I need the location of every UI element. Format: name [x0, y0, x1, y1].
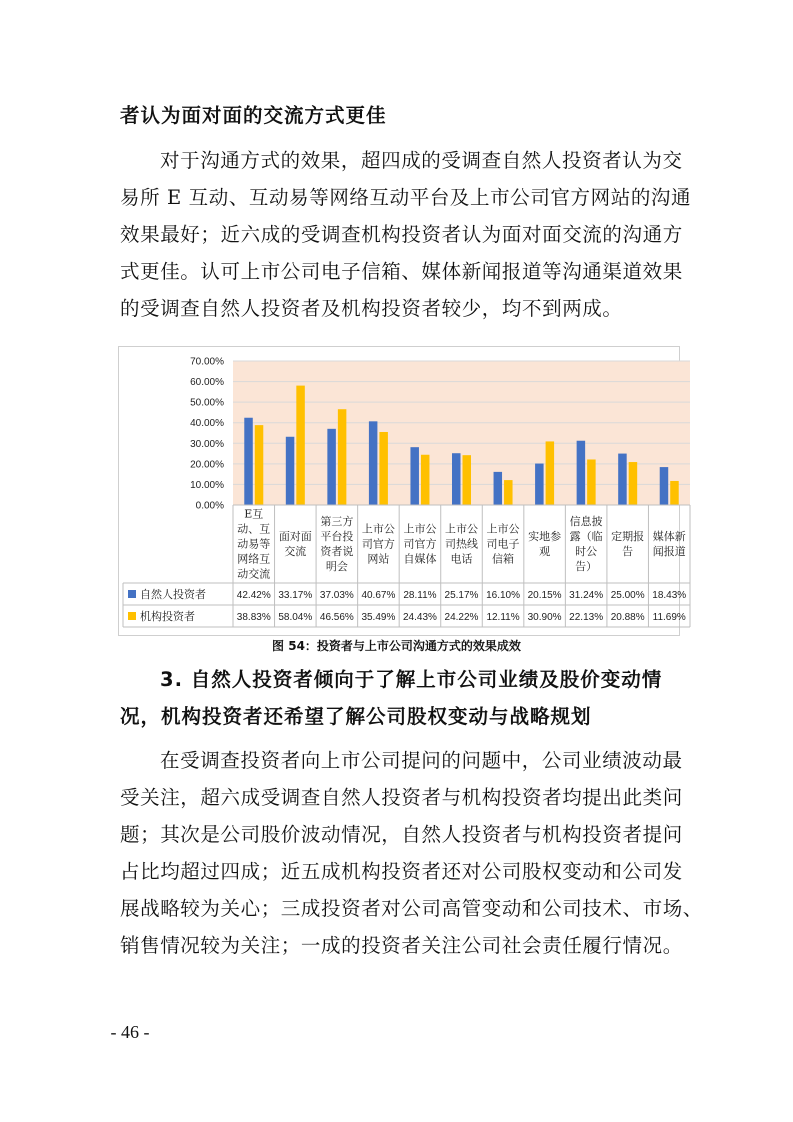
- bar: [577, 441, 586, 505]
- data-label: 22.13%: [569, 612, 604, 623]
- data-label: 24.22%: [444, 612, 479, 623]
- bar: [327, 429, 336, 505]
- category-label: 电话: [450, 552, 473, 566]
- bar: [535, 464, 544, 505]
- bar: [244, 418, 253, 505]
- paragraph-line: 式更佳。认可上市公司电子信箱、媒体新闻报道等沟通渠道效果: [120, 260, 683, 283]
- category-label: 时公: [575, 545, 598, 558]
- category-label: 观: [539, 545, 551, 558]
- bar: [618, 454, 627, 505]
- page-number: - 46 -: [110, 1022, 150, 1042]
- category-label: 明会: [325, 560, 348, 573]
- category-label: 上市公: [361, 522, 395, 536]
- bar: [379, 432, 388, 505]
- y-tick-label: 40.00%: [190, 418, 224, 430]
- data-label: 25.00%: [610, 590, 645, 601]
- category-label: 露（临: [569, 530, 603, 543]
- paragraph-line: 的受调查自然人投资者及机构投资者较少，均不到两成。: [120, 297, 623, 320]
- paragraph-line: 易所 E 互动、互动易等网络互动平台及上市公司官方网站的沟通: [120, 186, 692, 209]
- bar: [452, 453, 461, 505]
- category-label: 自媒体: [403, 552, 437, 566]
- category-label: 交流: [284, 545, 307, 558]
- category-label: 面对面: [278, 530, 312, 543]
- paragraph-communication-effect: [120, 149, 692, 334]
- data-label: 12.11%: [486, 612, 520, 623]
- bar: [587, 459, 596, 505]
- y-tick-label: 70.00%: [190, 356, 224, 368]
- category-label: 动交流: [237, 567, 271, 581]
- paragraph-line: 对于沟通方式的效果，超四成的受调查自然人投资者认为交: [160, 149, 683, 172]
- series-name: 自然人投资者: [140, 588, 206, 601]
- category-label: 媒体新: [652, 530, 686, 543]
- data-label: 31.24%: [569, 590, 604, 601]
- category-label: 闻报道: [652, 545, 686, 558]
- category-label: 实地参: [528, 530, 562, 543]
- category-label: 动、互: [237, 522, 271, 536]
- bar-chart: [119, 347, 687, 635]
- data-label: 16.10%: [486, 590, 521, 601]
- bar: [494, 472, 503, 505]
- bar: [629, 462, 638, 505]
- category-label: 资者说: [320, 545, 354, 558]
- legend-key: [128, 590, 136, 598]
- category-label: 定期报: [611, 530, 645, 543]
- paragraph-line: 占比均超过四成；近五成机构投资者还对公司股权变动和公司发: [120, 860, 683, 883]
- figure-caption: 图 54：投资者与上市公司沟通方式的效果成效: [272, 639, 521, 653]
- bar: [660, 467, 669, 505]
- legend-key: [128, 612, 136, 620]
- data-label: 40.67%: [361, 590, 396, 601]
- paragraph-line: 销售情况较为关注；一成的投资者关注公司社会责任履行情况。: [120, 934, 683, 957]
- data-label: 25.17%: [444, 590, 479, 601]
- bar: [286, 437, 295, 505]
- category-label: 告: [622, 545, 634, 558]
- data-label: 18.43%: [652, 590, 687, 601]
- category-label: 司官方: [361, 537, 395, 551]
- category-label: E互: [244, 507, 264, 521]
- bar: [504, 480, 512, 505]
- paragraph-line: 受关注，超六成受调查自然人投资者与机构投资者均提出此类问: [120, 786, 683, 809]
- category-label: 动易等: [237, 537, 271, 551]
- category-label: 上市公: [445, 522, 478, 536]
- category-label: 信息披: [569, 515, 603, 528]
- bar: [670, 481, 679, 505]
- bar: [463, 455, 472, 505]
- data-label: 11.69%: [652, 612, 686, 623]
- bar: [369, 421, 378, 505]
- data-label: 58.04%: [278, 612, 313, 623]
- category-label: 上市公: [486, 522, 520, 536]
- category-label: 网站: [367, 552, 390, 566]
- y-tick-label: 50.00%: [190, 397, 224, 409]
- category-label: 网络互: [237, 552, 271, 566]
- paragraph-line: 在受调查投资者向上市公司提问的问题中，公司业绩波动最: [160, 749, 683, 772]
- category-label: 司热线: [445, 537, 478, 551]
- data-label: 42.42%: [236, 590, 271, 601]
- bar: [546, 441, 555, 505]
- bar: [338, 409, 347, 505]
- paragraph-question-topics: [120, 749, 703, 971]
- y-tick-label: 20.00%: [190, 459, 224, 471]
- subheading-line: 况，机构投资者还希望了解公司股权变动与战略规划: [120, 705, 592, 728]
- y-tick-label: 0.00%: [195, 500, 224, 512]
- section-intro-heading: 者认为面对面的交流方式更佳: [120, 104, 387, 127]
- bar-chart-figure: [118, 346, 687, 636]
- paragraph-line: 题；其次是公司股价波动情况，自然人投资者与机构投资者提问: [120, 823, 683, 846]
- category-label: 第三方: [320, 515, 354, 528]
- data-label: 24.43%: [402, 612, 437, 623]
- category-label: 司官方: [403, 537, 437, 551]
- data-label: 30.90%: [527, 612, 562, 623]
- series-name: 机构投资者: [140, 610, 195, 623]
- data-label: 35.49%: [361, 612, 396, 623]
- data-label: 20.88%: [610, 612, 645, 623]
- y-tick-label: 10.00%: [190, 479, 224, 491]
- data-label: 28.11%: [403, 590, 437, 601]
- subheading-line: 3. 自然人投资者倾向于了解上市公司业绩及股价变动情: [160, 668, 663, 691]
- category-label: 信箱: [492, 552, 515, 566]
- bar: [296, 386, 305, 505]
- y-tick-label: 60.00%: [190, 377, 224, 389]
- data-label: 38.83%: [236, 612, 271, 623]
- category-label: 平台投: [320, 530, 354, 543]
- category-label: 司电子: [486, 537, 520, 551]
- bar: [421, 455, 430, 505]
- bar: [255, 425, 263, 505]
- paragraph-line: 效果最好；近六成的受调查机构投资者认为面对面交流的沟通方: [120, 223, 683, 246]
- paragraph-line: 展战略较为关心；三成投资者对公司高管变动和公司技术、市场、: [120, 897, 703, 920]
- data-label: 33.17%: [278, 590, 313, 601]
- bar: [410, 447, 419, 505]
- data-label: 37.03%: [319, 590, 354, 601]
- data-label: 46.56%: [319, 612, 354, 623]
- y-tick-label: 30.00%: [190, 438, 224, 450]
- category-label: 告）: [575, 560, 598, 573]
- category-label: 上市公: [403, 522, 437, 536]
- data-label: 20.15%: [527, 590, 562, 601]
